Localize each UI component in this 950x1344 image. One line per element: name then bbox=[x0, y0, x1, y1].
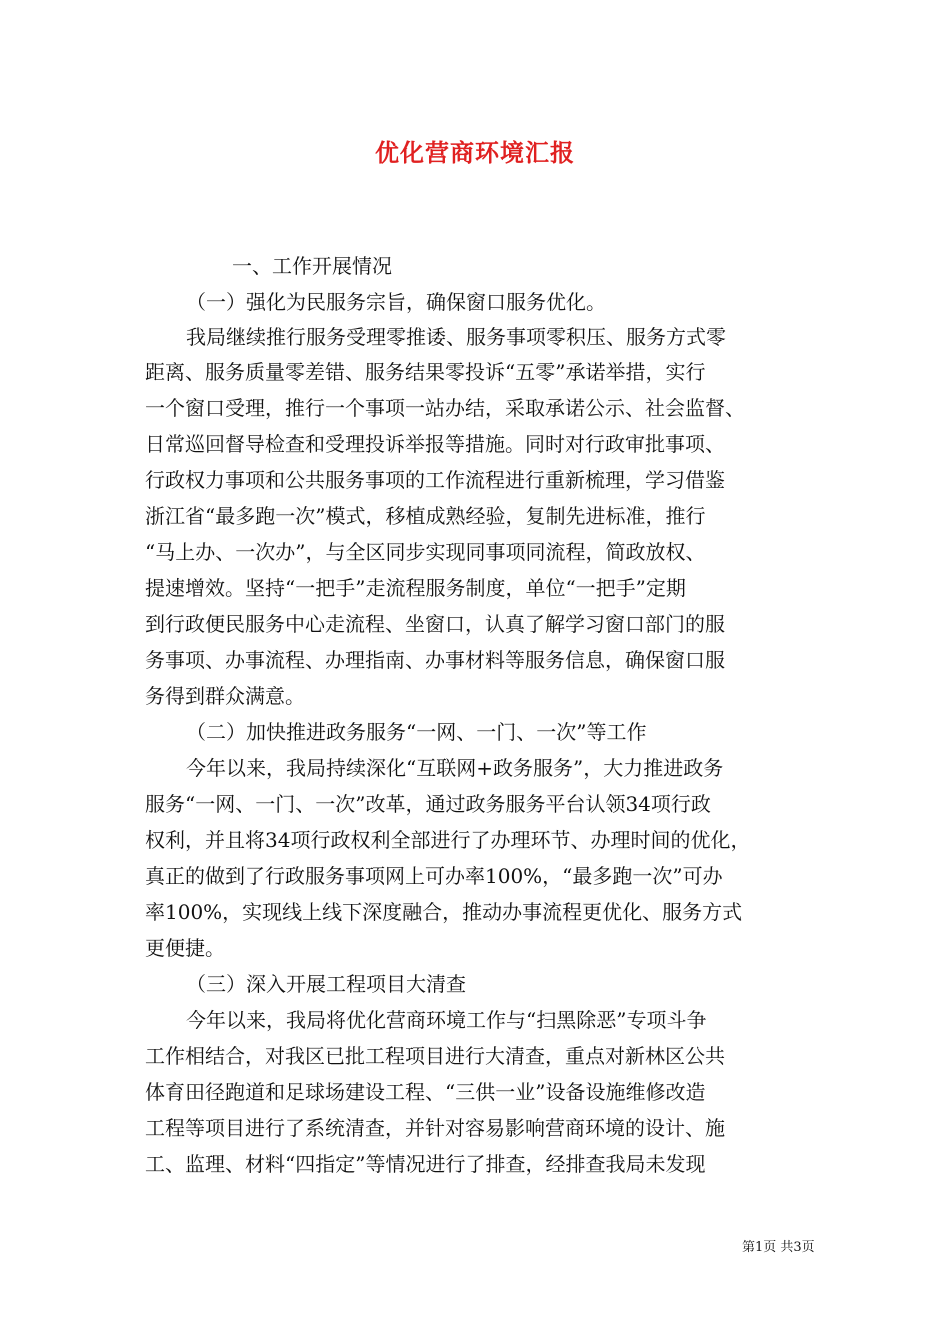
paragraph-line: 日常巡回督导检查和受理投诉举报等措施。同时对行政审批事项、 bbox=[145, 432, 725, 456]
paragraph-line: 到行政便民服务中心走流程、坐窗口，认真了解学习窗口部门的服 bbox=[145, 612, 725, 636]
paragraph-line: 工作相结合，对我区已批工程项目进行大清查，重点对新林区公共 bbox=[145, 1044, 725, 1068]
paragraph-line: 工程等项目进行了系统清查，并针对容易影响营商环境的设计、施 bbox=[145, 1116, 725, 1140]
paragraph-line: 今年以来，我局将优化营商环境工作与“扫黑除恶”专项斗争 bbox=[186, 1008, 707, 1032]
paragraph-line: 务得到群众满意。 bbox=[145, 684, 305, 708]
paragraph-line: 提速增效。坚持“一把手”走流程服务制度，单位“一把手”定期 bbox=[145, 576, 686, 600]
paragraph-line: 率100%，实现线上线下深度融合，推动办事流程更优化、服务方式 bbox=[145, 900, 743, 924]
paragraph-line: 今年以来，我局持续深化“互联网+政务服务”，大力推进政务 bbox=[186, 756, 724, 780]
paragraph-line: 务事项、办事流程、办理指南、办事材料等服务信息，确保窗口服 bbox=[145, 648, 725, 672]
page-number-footer: 第1页 共3页 bbox=[742, 1240, 815, 1255]
paragraph-line: 距离、服务质量零差错、服务结果零投诉“五零”承诺举措，实行 bbox=[145, 360, 706, 384]
paragraph-line: 权利，并且将34项行政权利全部进行了办理环节、办理时间的优化， bbox=[145, 828, 751, 852]
subsection-heading: （三）深入开展工程项目大清查 bbox=[186, 972, 466, 996]
paragraph-line: 体育田径跑道和足球场建设工程、“三供一业”设备设施维修改造 bbox=[145, 1080, 706, 1104]
paragraph-line: 浙江省“最多跑一次”模式，移植成熟经验，复制先进标准，推行 bbox=[145, 504, 706, 528]
subsection-heading: （一）强化为民服务宗旨，确保窗口服务优化。 bbox=[186, 290, 606, 314]
document-title: 优化营商环境汇报 bbox=[375, 138, 575, 167]
paragraph-line: 真正的做到了行政服务事项网上可办率100%，“最多跑一次”可办 bbox=[145, 864, 723, 888]
paragraph-line: 服务“一网、一门、一次”改革，通过政务服务平台认领34项行政 bbox=[145, 792, 711, 816]
paragraph-line: 更便捷。 bbox=[145, 936, 225, 960]
subsection-heading: （二）加快推进政务服务“一网、一门、一次”等工作 bbox=[186, 720, 647, 744]
paragraph-line: 一个窗口受理，推行一个事项一站办结，采取承诺公示、社会监督、 bbox=[145, 396, 745, 420]
paragraph-line: 我局继续推行服务受理零推诿、服务事项零积压、服务方式零 bbox=[186, 325, 726, 349]
paragraph-line: “马上办、一次办”，与全区同步实现同事项同流程，简政放权、 bbox=[145, 540, 706, 564]
paragraph-line: 行政权力事项和公共服务事项的工作流程进行重新梳理，学习借鉴 bbox=[145, 468, 725, 492]
section-heading: 一、工作开展情况 bbox=[232, 254, 392, 278]
paragraph-line: 工、监理、材料“四指定”等情况进行了排查，经排查我局未发现 bbox=[145, 1152, 706, 1176]
